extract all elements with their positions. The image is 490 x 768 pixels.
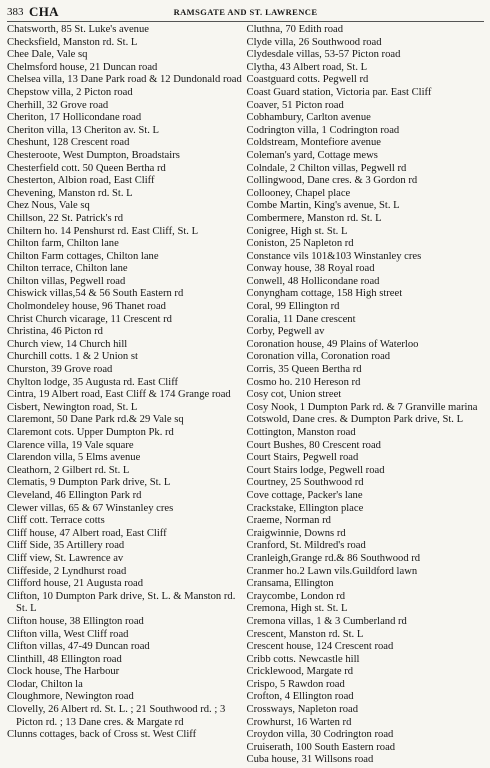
directory-entry: Coronation house, 49 Plains of Waterloo [246,338,419,350]
directory-entry: Cliff house, 47 Albert road, East Cliff [7,527,167,539]
directory-entry: Coleman's yard, Cottage mews [246,149,378,161]
directory-entry: Conyngham cottage, 158 High street [246,288,403,300]
directory-entry: Cholmondeley house, 96 Thanet road [7,301,166,313]
directory-entry: Chesterfield cott. 50 Queen Bertha rd [7,162,166,174]
directory-entry: Clock house, The Harbour [7,666,120,678]
directory-entry: Chiltern ho. 14 Penshurst rd. East Cliff, St. L [7,225,199,237]
directory-entry: Combermere, Manston rd. St. L [246,212,382,224]
directory-entry: Coast Guard station, Victoria par. East Cliff [246,86,432,98]
directory-entry: Cobhambury, Carlton avenue [246,112,371,124]
directory-entry: Clifton house, 38 Ellington road [7,615,144,627]
directory-entry: Clarendon villa, 5 Elms avenue [7,452,141,464]
directory-entry: Cliff cott. Terrace cotts [7,515,105,527]
directory-entry: Cheshunt, 128 Crescent road [7,137,130,149]
directory-entry: Conigree, High st. St. L [246,225,348,237]
directory-entry: Court Stairs lodge, Pegwell road [246,464,385,476]
directory-entry: Cheriton, 17 Hollicondane road [7,112,142,124]
directory-entry: Claremont, 50 Dane Park rd.& 29 Vale sq [7,414,184,426]
directory-entry: Conwell, 48 Hollicondane road [246,275,380,287]
directory-entry: Cluthna, 70 Edith road [246,24,344,35]
directory-entry: Christina, 46 Picton rd [7,326,103,338]
directory-entry: Chiswick villas,54 & 56 South Eastern rd [7,288,184,300]
directory-entry: Combe Martin, King's avenue, St. L [246,200,400,212]
directory-entry: Chee Dale, Vale sq [7,49,88,61]
directory-entry: Clytha, 43 Albert road, St. L [246,61,368,73]
directory-entry: Clematis, 9 Dumpton Park drive, St. L [7,477,171,489]
directory-entry: Cremona villas, 1 & 3 Cumberland rd [246,615,407,627]
directory-entry: Codrington villa, 1 Codrington road [246,124,400,136]
directory-entry: Cliff Side, 35 Artillery road [7,540,125,552]
directory-entry: Cranford, St. Mildred's road [246,540,366,552]
directory-entry: Chelmsford house, 21 Duncan road [7,61,158,73]
directory-entry: Cosy cot, Union street [246,389,342,401]
directory-entry: Chatsworth, 85 St. Luke's avenue [7,24,149,35]
directory-entry: Chesterton, Albion road, East Cliff [7,175,155,187]
directory-entry: Chepstow villa, 2 Picton road [7,86,133,98]
directory-entry: Coldstream, Montefiore avenue [246,137,381,149]
directory-entry: Cribb cotts. Newcastle hill [246,653,360,665]
directory-entry: Claremont cots. Upper Dumpton Pk. rd [7,427,174,438]
directory-entry: Chelsea villa, 13 Dane Park road & 12 Dundonald road [7,74,242,86]
directory-entry: Conway house, 38 Royal road [246,263,375,275]
directory-entry: Clodar, Chilton la [7,678,83,690]
directory-entry: Cranleigh,Grange rd.& 86 Southwood rd [246,552,421,564]
directory-entry: Crescent house, 124 Crescent road [246,641,394,653]
directory-entry: Coastguard cotts. Pegwell rd [246,74,369,86]
directory-entry: Cisbert, Newington road, St. L [7,401,138,413]
directory-entry: Clyde villa, 26 Southwood road [246,36,382,48]
directory-entry: Chilton villas, Pegwell road [7,275,126,287]
directory-entry: Clifford house, 21 Augusta road [7,578,144,590]
left-column [7,24,245,767]
directory-entry: Chilton terrace, Chilton lane [7,263,128,275]
directory-entry: Cleathorn, 2 Gilbert rd. St. L [7,464,130,476]
directory-entry: Cove cottage, Packer's lane [246,489,363,501]
directory-entry: Chesteroote, West Dumpton, Broadstairs [7,149,180,161]
directory-entry: Clifton villas, 47-49 Duncan road [7,641,150,653]
directory-entry: Cherhill, 32 Grove road [7,99,109,111]
directory-entry: Cintra, 19 Albert road, East Cliff & 174 Grange road [7,389,231,401]
directory-entry: Cransama, Ellington [246,578,334,590]
directory-entry: Clydesdale villas, 53-57 Picton road [246,49,401,61]
directory-entry: Churchill cotts. 1 & 2 Union st [7,351,138,363]
columns [7,24,484,767]
directory-entry: Corby, Pegwell av [246,326,325,338]
directory-entry: Clifton villa, West Cliff road [7,628,129,640]
directory-entry: Cranmer ho.2 Lawn vils.Guildford lawn [246,565,418,577]
directory-entry: Clunns cottages, back of Cross st. West Cliff [7,729,197,741]
directory-entry: Cloughmore, Newington road [7,691,134,703]
directory-entry: Coaver, 51 Picton road [246,99,344,111]
directory-entry: Coniston, 25 Napleton rd [246,238,354,250]
directory-entry: Cleveland, 46 Ellington Park rd [7,489,142,501]
directory-entry: Craeme, Norman rd [246,515,331,527]
section-abbreviation: CHA [29,4,59,19]
directory-entry: Churston, 39 Grove road [7,364,113,376]
right-column [247,24,485,767]
directory-entry: Crescent, Manston rd. St. L [246,628,364,640]
directory-entry: Collingwood, Dane cres. & 3 Gordon rd [246,175,418,187]
directory-entry: Cosmo ho. 210 Hereson rd [246,376,361,388]
directory-entry: Cotswold, Dane cres. & Dumpton Park drive, St. L [246,414,464,426]
page-title: RAMSGATE AND ST. LAWRENCE [173,7,318,17]
directory-entry: Clifton, 10 Dumpton Park drive, St. L. & Manston rd. St. L [7,590,236,615]
directory-entry: Clinthill, 48 Ellington road [7,653,122,665]
directory-entry: Chilton farm, Chilton lane [7,238,119,250]
directory-entry: Crowhurst, 16 Warten rd [246,716,352,728]
directory-entry: Cuba house, 31 Willsons road [246,754,374,766]
directory-entry: Chez Nous, Vale sq [7,200,90,212]
directory-entry: Chevening, Manston rd. St. L [7,187,133,199]
directory-entry: Clovelly, 26 Albert rd. St. L. ; 21 Southwood rd. ; 3 Picton rd. ; 13 Dane cres. & Margate rd [7,704,226,728]
directory-entry: Cruiserath, 100 South Eastern road [246,741,396,753]
directory-entry: Chylton lodge, 35 Augusta rd. East Cliff [7,376,179,388]
page-header [7,4,484,22]
directory-entry: Crossways, Napleton road [246,704,359,716]
directory-entry: Courtney, 25 Southwood rd [246,477,364,489]
directory-entry: Clarence villa, 19 Vale square [7,439,134,451]
directory-entry: Corris, 35 Queen Bertha rd [246,364,362,376]
directory-entry: Craigwinnie, Downs rd [246,527,346,539]
directory-entry: Crackstake, Ellington place [246,502,364,514]
directory-entry: Coral, 99 Ellington rd [246,301,340,313]
directory-entry: Constance vils 101&103 Winstanley cres [246,250,422,262]
directory-entry: Crispo, 5 Rawdon road [246,678,345,690]
directory-entry: Cliff view, St. Lawrence av [7,552,124,564]
directory-entry: Court Bushes, 80 Crescent road [246,439,381,451]
directory-entry: Cheriton villa, 13 Cheriton av. St. L [7,124,160,136]
page-number: 383 [7,6,24,18]
directory-entry: Chilton Farm cottages, Chilton lane [7,250,159,262]
directory-entry: Coralia, 11 Dane crescent [246,313,356,325]
directory-entry: Court Stairs, Pegwell road [246,452,359,464]
directory-entry: Croydon villa, 30 Codrington road [246,729,394,741]
directory-entry: Chillson, 22 St. Patrick's rd [7,212,124,224]
directory-entry: Checksfield, Manston rd. St. L [7,36,138,48]
directory-entry: Craycombe, London rd [246,590,346,602]
directory-entry: Coronation villa, Coronation road [246,351,391,363]
directory-entry: Church view, 14 Church hill [7,338,128,350]
directory-entry: Cremona, High st. St. L [246,603,348,615]
directory-entry: Cricklewood, Margate rd [246,666,354,678]
directory-entry: Colndale, 2 Chilton villas, Pegwell rd [246,162,407,174]
directory-entry: Collooney, Chapel place [246,187,351,199]
directory-entry: Clewer villas, 65 & 67 Winstanley cres [7,502,174,514]
directory-entry: Cosy Nook, 1 Dumpton Park rd. & 7 Granville marina [246,401,478,413]
directory-entry: Cliffeside, 2 Lyndhurst road [7,565,127,577]
directory-entry: Crofton, 4 Ellington road [246,691,354,703]
directory-entry: Cottington, Manston road [246,427,356,438]
directory-entry: Christ Church vicarage, 11 Crescent rd [7,313,172,325]
